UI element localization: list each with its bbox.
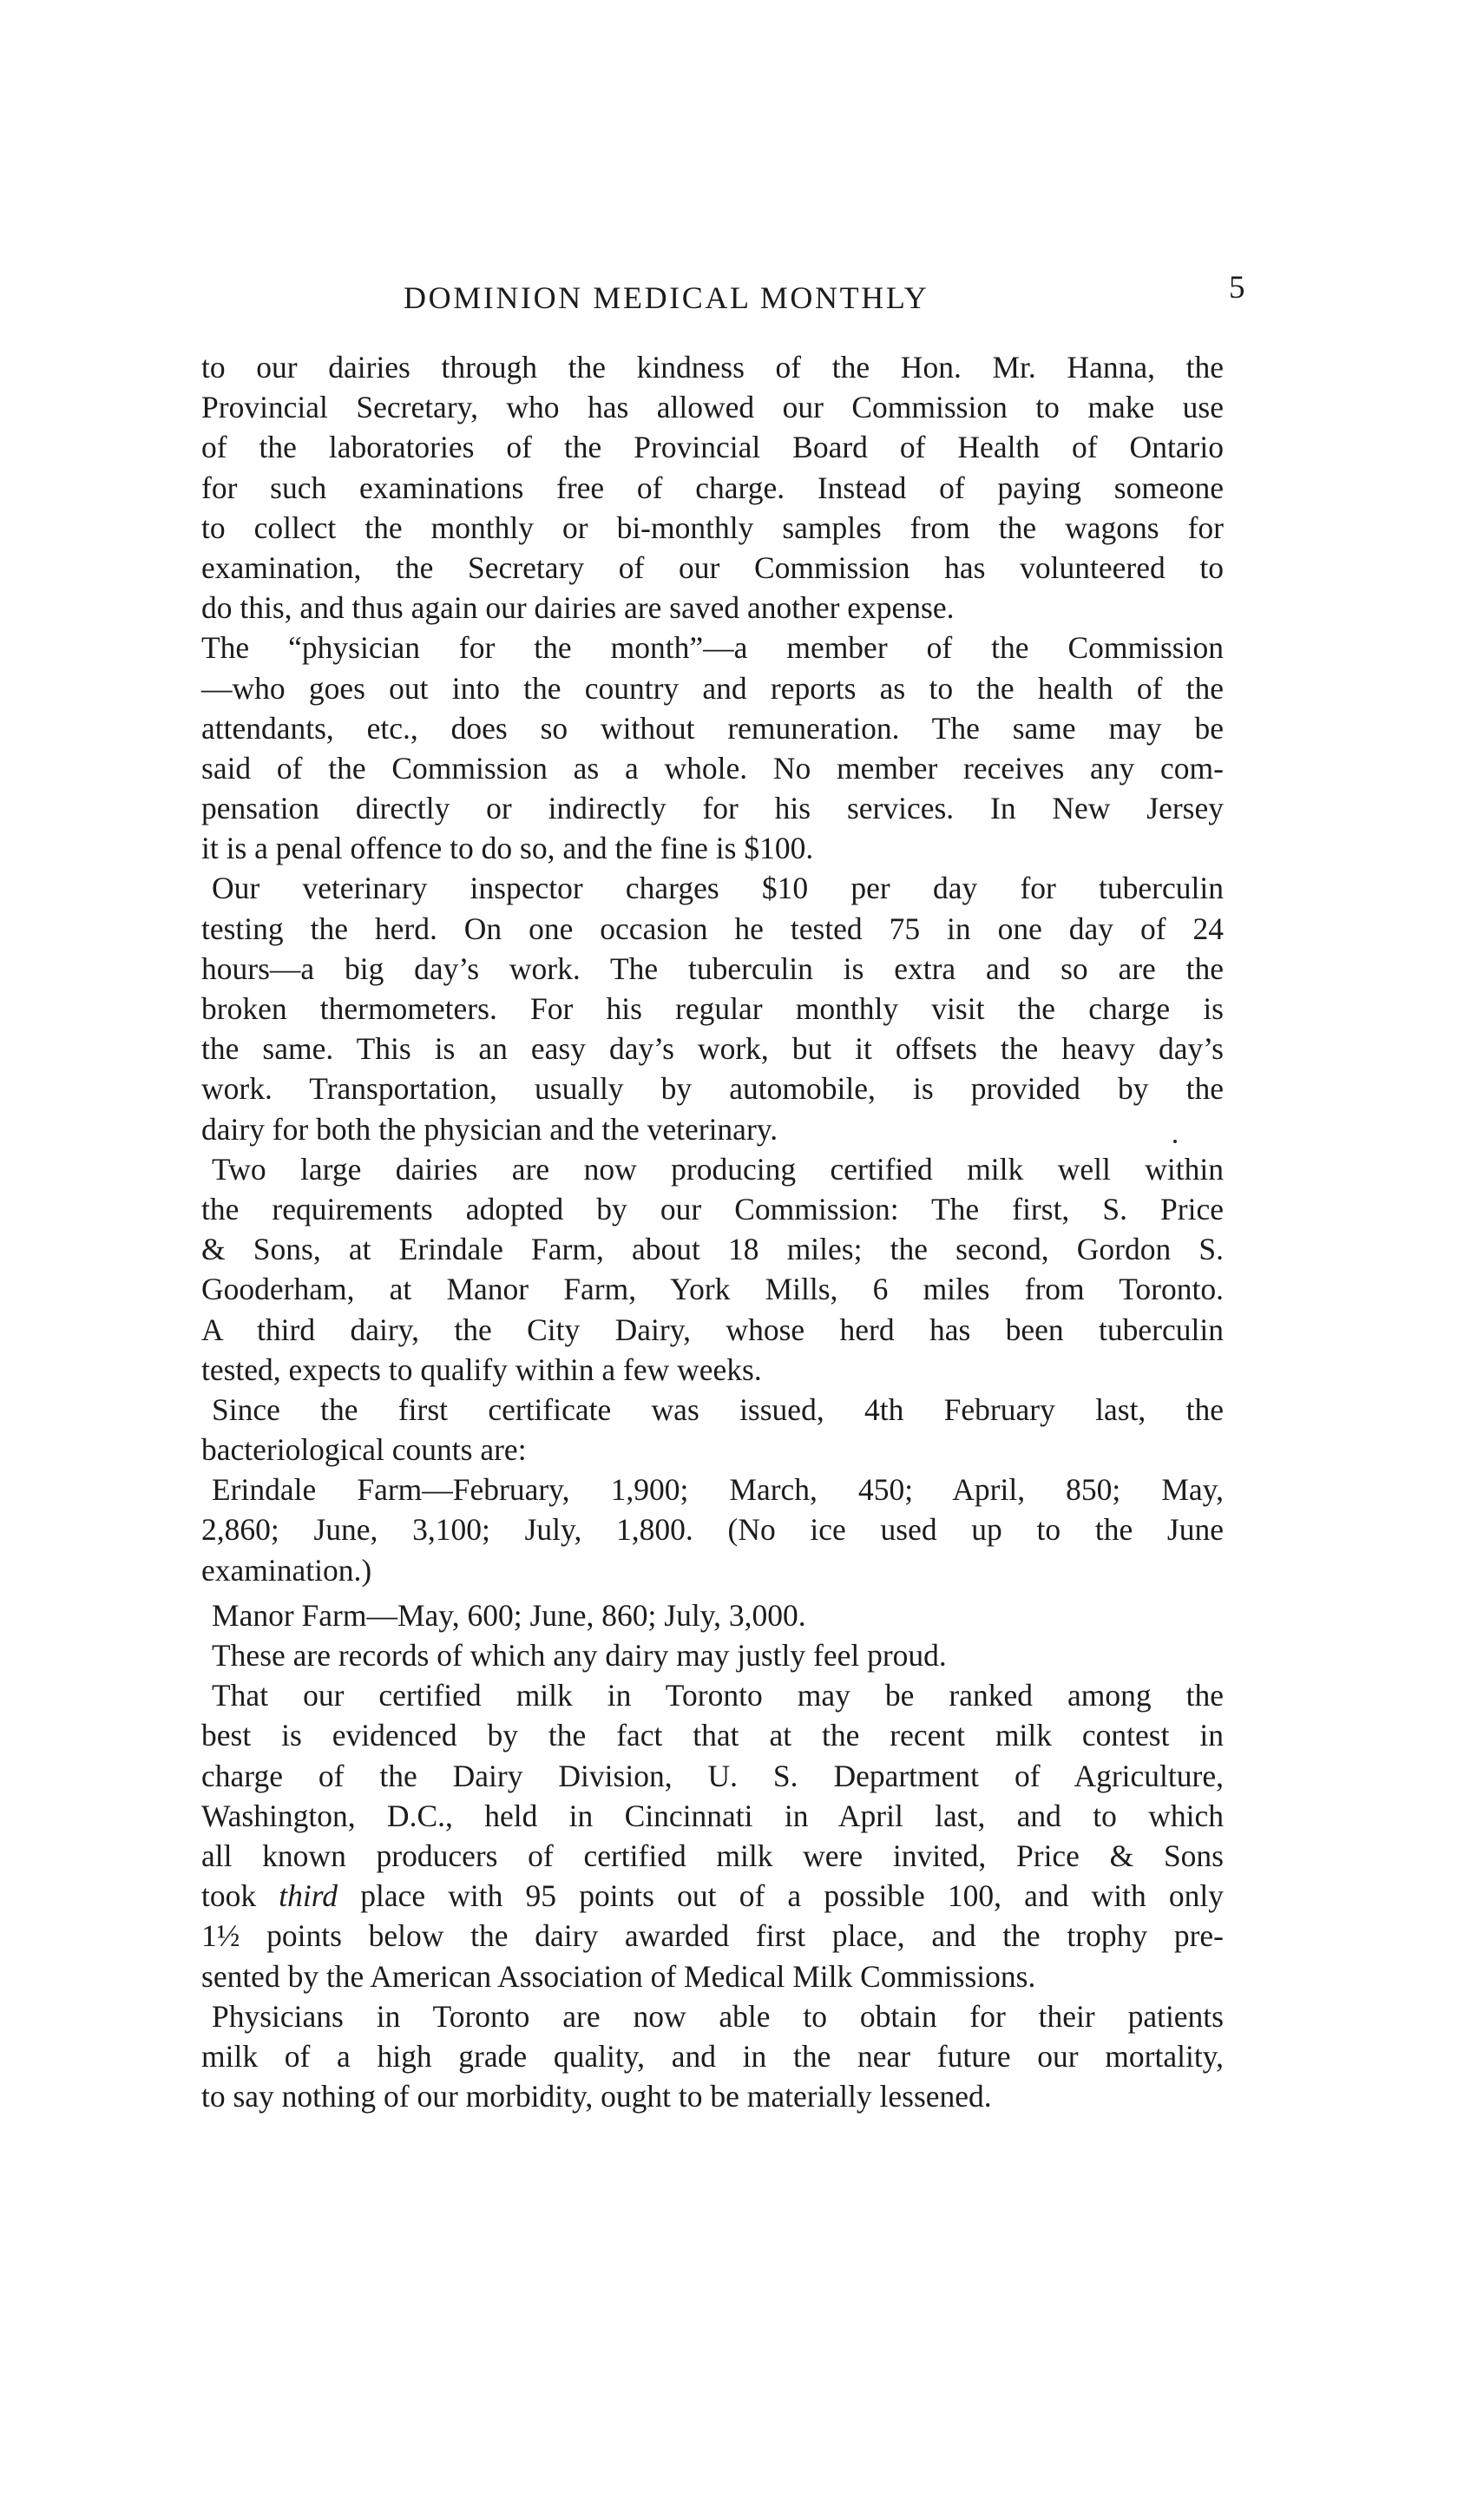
text-line: work. Transportation, usually by automobile, is provided by the [201,1071,1224,1107]
text-line: hours—a big day’s work. The tuberculin is extra and so are the [201,950,1224,986]
text-line: Provincial Secretary, who has allowed our Commission to make use [201,390,1224,425]
text-line: all known producers of certified milk were invited, Price & Sons [201,1838,1224,1873]
text-line: dairy for both the physician and the veterinary. [201,1111,778,1147]
paragraph-start-line: The “physician for the month”—a member of the Commission [201,630,1224,666]
text-line-with-italic [201,1876,1224,1916]
text-line: to our dairies through the kindness of the Hon. Mr. Hanna, the [201,350,1224,385]
text-line: Gooderham, at Manor Farm, York Mills, 6 miles from Toronto. [201,1272,1224,1307]
text-line: broken thermometers. For his regular monthly visit the charge is [201,991,1224,1026]
text-fragment: took [201,1878,257,1914]
text-line: it is a penal offence to do so, and the fine is $100. [201,831,814,866]
paragraph-start-line: Physicians in Toronto are now able to obtain for their patients [212,1998,1224,2034]
text-line: bacteriological counts are: [201,1432,527,1468]
paragraph-start-line: Manor Farm—May, 600; June, 860; July, 3,000. [212,1597,806,1633]
text-line: & Sons, at Erindale Farm, about 18 miles; the second, Gordon S. [201,1232,1224,1267]
paragraph-start-line: Two large dairies are now producing certified milk well within [212,1151,1224,1187]
text-line: pensation directly or indirectly for his services. In New Jersey [201,791,1224,826]
text-line: A third dairy, the City Dairy, whose herd has been tuberculin [201,1312,1224,1347]
text-line: of the laboratories of the Provincial Board of Health of Ontario [201,430,1224,465]
paragraph-start-line: Our veterinary inspector charges $10 per day for tuberculin [212,871,1224,906]
text-line: examination, the Secretary of our Commission has volunteered to [201,549,1224,585]
paragraph-start-line: Since the first certificate was issued, 4th February last, the [212,1391,1224,1427]
text-line: for such examinations free of charge. Instead of paying someone [201,470,1224,505]
text-line: best is evidenced by the fact that at the recent milk contest in [201,1718,1224,1753]
italic-word: third [279,1878,338,1914]
article-body [201,347,1224,2116]
text-line: to say nothing of our morbidity, ought to be materially lessened. [201,2079,992,2114]
page-number: 5 [1229,270,1245,306]
text-line: Washington, D.C., held in Cincinnati in April last, and to which [201,1798,1224,1833]
ink-speck [1173,1140,1177,1143]
paragraph-start-line: Erindale Farm—February, 1,900; March, 450; April, 850; May, [212,1472,1224,1508]
text-line: attendants, etc., does so without remuneration. The same may be [201,710,1224,746]
text-line: 2,860; June, 3,100; July, 1,800. (No ice used up to the June [201,1512,1224,1548]
text-line: the same. This is an easy day’s work, but it offsets the heavy day’s [201,1031,1224,1067]
paragraph-start-line: These are records of which any dairy may justly feel proud. [212,1638,947,1673]
text-line: milk of a high grade quality, and in the near future our mortality, [201,2038,1224,2074]
text-line: charge of the Dairy Division, U. S. Department of Agriculture, [201,1758,1224,1793]
text-line: tested, expects to qualify within a few weeks. [201,1351,762,1387]
journal-title: DOMINION MEDICAL MONTHLY [404,280,929,315]
paragraph-start-line: That our certified milk in Toronto may be ranked among the [212,1678,1224,1713]
text-line: do this, and thus again our dairies are saved another expense. [201,590,955,626]
text-line: the requirements adopted by our Commission: The first, S. Price [201,1191,1224,1226]
text-line: to collect the monthly or bi-monthly samples from the wagons for [201,510,1224,545]
text-line: examination.) [201,1552,372,1588]
text-line: sented by the American Association of Medical Milk Commissions. [201,1958,1036,1994]
text-fragment: place with 95 points out of a possible 100, and with only [360,1878,1225,1914]
text-line: —who goes out into the country and reports as to the health of the [201,670,1224,706]
text-line: 1½ points below the dairy awarded first place, and the trophy pre- [201,1918,1224,1954]
running-head [0,270,1484,323]
text-line: testing the herd. On one occasion he tested 75 in one day of 24 [201,911,1224,946]
text-line: said of the Commission as a whole. No member receives any com- [201,750,1224,786]
